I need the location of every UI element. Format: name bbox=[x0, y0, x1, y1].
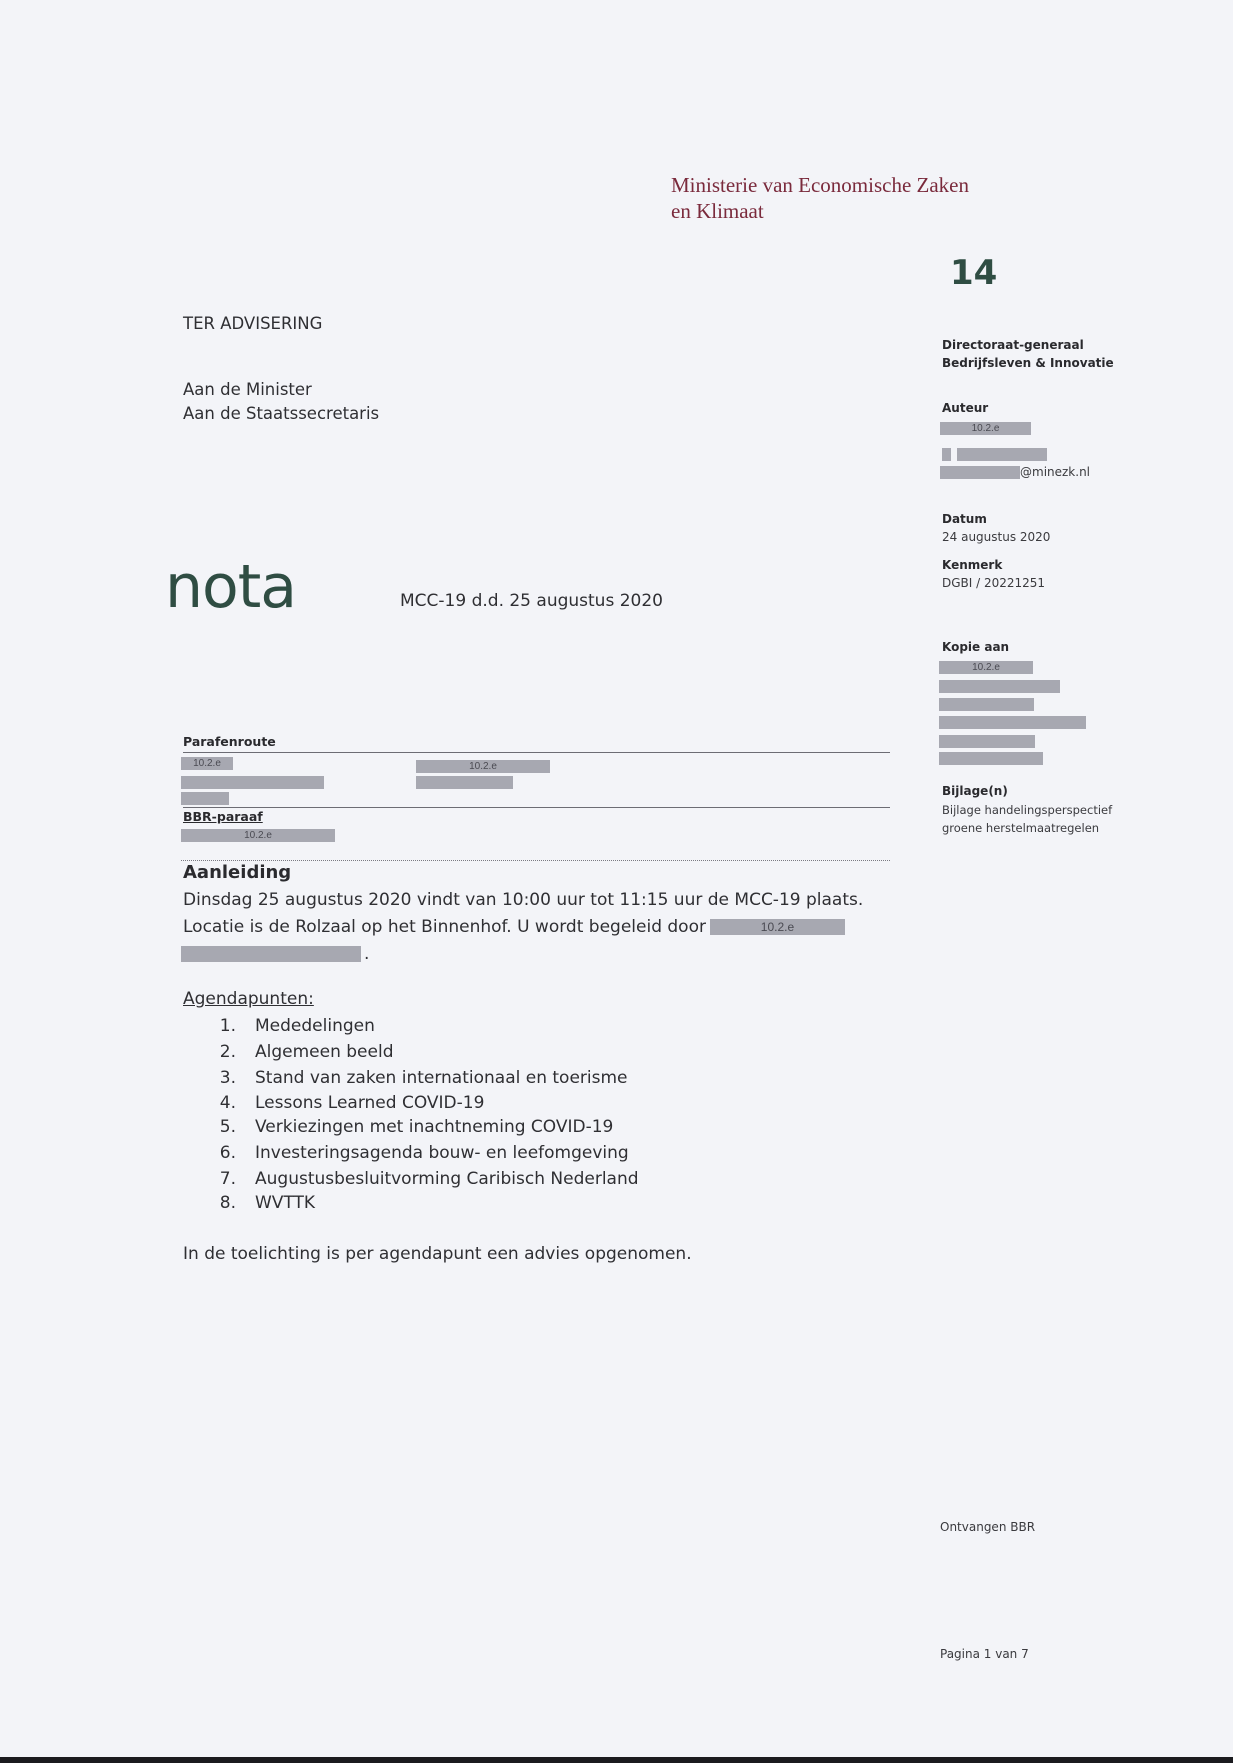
copy-to-label: Kopie aan bbox=[942, 640, 1010, 654]
body-line-3 bbox=[181, 943, 369, 965]
reference-value: DGBI / 20221251 bbox=[942, 576, 1046, 590]
department-line-1: Directoraat-generaal bbox=[942, 338, 1084, 352]
agenda-item: Investeringsagenda bouw- en leefomgeving bbox=[255, 1143, 629, 1163]
agenda-heading: Agendapunten: bbox=[183, 989, 314, 1009]
attachment-line-1: Bijlage handelingsperspectief bbox=[942, 803, 1113, 817]
redaction-bar: 10.2.e bbox=[181, 829, 335, 842]
agenda-item-number: 1. bbox=[219, 1016, 236, 1036]
body-line-2-text: Locatie is de Rolzaal op het Binnenhof. U wordt begeleid door bbox=[183, 917, 706, 937]
redaction-bar bbox=[181, 946, 361, 962]
closing-sentence: In de toelichting is per agendapunt een advies opgenomen. bbox=[183, 1244, 692, 1264]
scan-edge bbox=[0, 1757, 1233, 1763]
recipient-minister: Aan de Minister bbox=[183, 380, 312, 399]
body-line-2 bbox=[183, 916, 845, 938]
redaction-bar bbox=[181, 792, 229, 805]
parafenroute-label: Parafenroute bbox=[183, 734, 276, 749]
page-number: Pagina 1 van 7 bbox=[940, 1647, 1029, 1661]
reference-label: Kenmerk bbox=[942, 558, 1003, 572]
agenda-item-number: 4. bbox=[219, 1093, 236, 1113]
document-subject: MCC-19 d.d. 25 augustus 2020 bbox=[400, 591, 663, 611]
redaction-bar: 10.2.e bbox=[181, 757, 233, 770]
redaction-bar bbox=[939, 698, 1034, 711]
redaction-bar: 10.2.e bbox=[939, 661, 1033, 674]
agenda-item: Stand van zaken internationaal en toerisme bbox=[255, 1068, 628, 1088]
section-heading: Aanleiding bbox=[183, 862, 292, 883]
redaction-bar: 10.2.e bbox=[940, 422, 1031, 435]
divider-line bbox=[183, 752, 890, 753]
document-type-title: nota bbox=[165, 552, 297, 622]
agenda-item: Augustusbesluitvorming Caribisch Nederland bbox=[255, 1169, 639, 1189]
redaction-bar: 10.2.e bbox=[710, 919, 845, 935]
redaction-bar bbox=[939, 752, 1043, 765]
recipient-state-secretary: Aan de Staatssecretaris bbox=[183, 404, 380, 423]
agenda-item: Lessons Learned COVID-19 bbox=[255, 1093, 485, 1113]
redaction-bar bbox=[939, 716, 1086, 729]
document-number: 14 bbox=[950, 253, 998, 293]
redaction-bar bbox=[940, 466, 1020, 479]
agenda-item: Mededelingen bbox=[255, 1016, 375, 1036]
body-line-1: Dinsdag 25 augustus 2020 vindt van 10:00 uur tot 11:15 uur de MCC-19 plaats. bbox=[183, 890, 864, 910]
department-line-2: Bedrijfsleven & Innovatie bbox=[942, 356, 1114, 370]
divider-line bbox=[181, 860, 890, 861]
redaction-bar bbox=[181, 776, 324, 789]
agenda-item: Verkiezingen met inachtneming COVID-19 bbox=[255, 1117, 614, 1137]
agenda-item-number: 5. bbox=[219, 1117, 236, 1137]
author-email-domain: @minezk.nl bbox=[1020, 465, 1091, 479]
author-label: Auteur bbox=[942, 401, 989, 415]
sentence-period: . bbox=[364, 944, 370, 964]
redaction-bar bbox=[939, 680, 1060, 693]
agenda-item-number: 3. bbox=[219, 1068, 236, 1088]
attachment-line-2: groene herstelmaatregelen bbox=[942, 821, 1100, 835]
agenda-item: Algemeen beeld bbox=[255, 1042, 394, 1062]
agenda-item-number: 2. bbox=[219, 1042, 236, 1062]
ministry-name-line-2: en Klimaat bbox=[671, 199, 764, 223]
date-label: Datum bbox=[942, 512, 987, 526]
date-value: 24 augustus 2020 bbox=[942, 530, 1051, 544]
redaction-bar bbox=[939, 735, 1035, 748]
ministry-name-line-1: Ministerie van Economische Zaken bbox=[671, 173, 969, 197]
redaction-bar bbox=[957, 448, 1047, 461]
divider-line bbox=[183, 807, 890, 808]
agenda-item-number: 6. bbox=[219, 1143, 236, 1163]
agenda-item-number: 7. bbox=[219, 1169, 236, 1189]
agenda-item-number: 8. bbox=[219, 1193, 236, 1213]
redaction-bar bbox=[942, 448, 951, 461]
received-stamp-text: Ontvangen BBR bbox=[940, 1520, 1036, 1534]
bbr-paraaf-label: BBR-paraaf bbox=[183, 809, 263, 824]
attachments-label: Bijlage(n) bbox=[942, 784, 1008, 798]
agenda-item: WVTTK bbox=[255, 1193, 316, 1213]
redaction-bar bbox=[416, 776, 513, 789]
redaction-bar: 10.2.e bbox=[416, 760, 550, 773]
advisory-label: TER ADVISERING bbox=[183, 314, 323, 333]
